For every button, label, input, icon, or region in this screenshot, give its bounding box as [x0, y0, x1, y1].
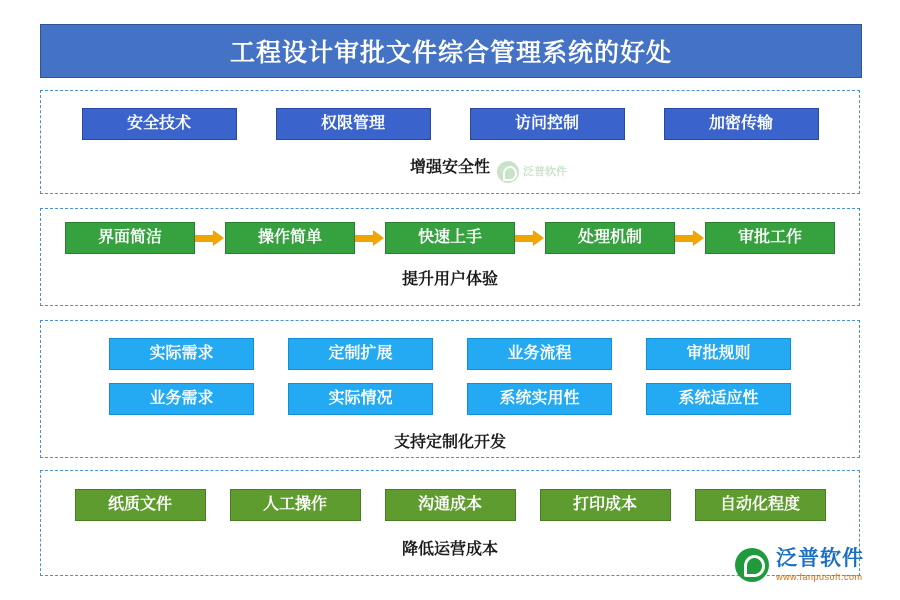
arrow-right-icon — [675, 230, 705, 246]
chip-item: 访问控制 — [470, 108, 625, 140]
brand-name: 泛普软件 — [776, 547, 864, 571]
chip-item: 定制扩展 — [288, 338, 433, 370]
chip-item: 实际需求 — [109, 338, 254, 370]
watermark-text: 泛普软件 — [523, 165, 567, 178]
chip-row — [41, 222, 859, 254]
section-caption: 提升用户体验 — [401, 271, 498, 288]
chip-row — [41, 489, 859, 521]
chip-item: 实际情况 — [288, 383, 433, 415]
chip-item: 安全技术 — [82, 108, 237, 140]
arrow-right-icon — [355, 230, 385, 246]
brand-url: www.fanpusoft.com — [776, 571, 863, 582]
section-caption: 支持定制化开发 — [393, 434, 506, 451]
chip-item: 沟通成本 — [385, 489, 516, 521]
chip-item: 自动化程度 — [695, 489, 826, 521]
chip-item: 系统实用性 — [467, 383, 612, 415]
chip-row — [41, 108, 859, 140]
page-title — [40, 24, 862, 78]
chip-item: 纸质文件 — [75, 489, 206, 521]
chip-item: 打印成本 — [540, 489, 671, 521]
section-caption: 增强安全性 — [409, 159, 490, 176]
chip-item: 权限管理 — [276, 108, 431, 140]
page-title-text: 工程设计审批文件综合管理系统的好处 — [229, 39, 672, 67]
chip-item: 审批工作 — [705, 222, 835, 254]
chip-item: 审批规则 — [646, 338, 791, 370]
section-caption: 降低运营成本 — [401, 541, 498, 558]
brand-logo-words — [776, 548, 864, 581]
chip-item: 业务需求 — [109, 383, 254, 415]
chip-item: 操作简单 — [225, 222, 355, 254]
chip-row — [41, 383, 859, 415]
chip-item: 系统适应性 — [646, 383, 791, 415]
chip-item: 快速上手 — [385, 222, 515, 254]
arrow-right-icon — [515, 230, 545, 246]
chip-item: 人工操作 — [230, 489, 361, 521]
section-user-experience — [40, 208, 860, 306]
brand-logo — [735, 548, 864, 582]
chip-item: 加密传输 — [664, 108, 819, 140]
section-security — [40, 90, 860, 194]
chip-item: 处理机制 — [545, 222, 675, 254]
arrow-right-icon — [195, 230, 225, 246]
section-customization — [40, 320, 860, 458]
chip-item: 业务流程 — [467, 338, 612, 370]
leaf-icon — [735, 548, 769, 582]
chip-row — [41, 338, 859, 370]
chip-item: 界面简洁 — [65, 222, 195, 254]
